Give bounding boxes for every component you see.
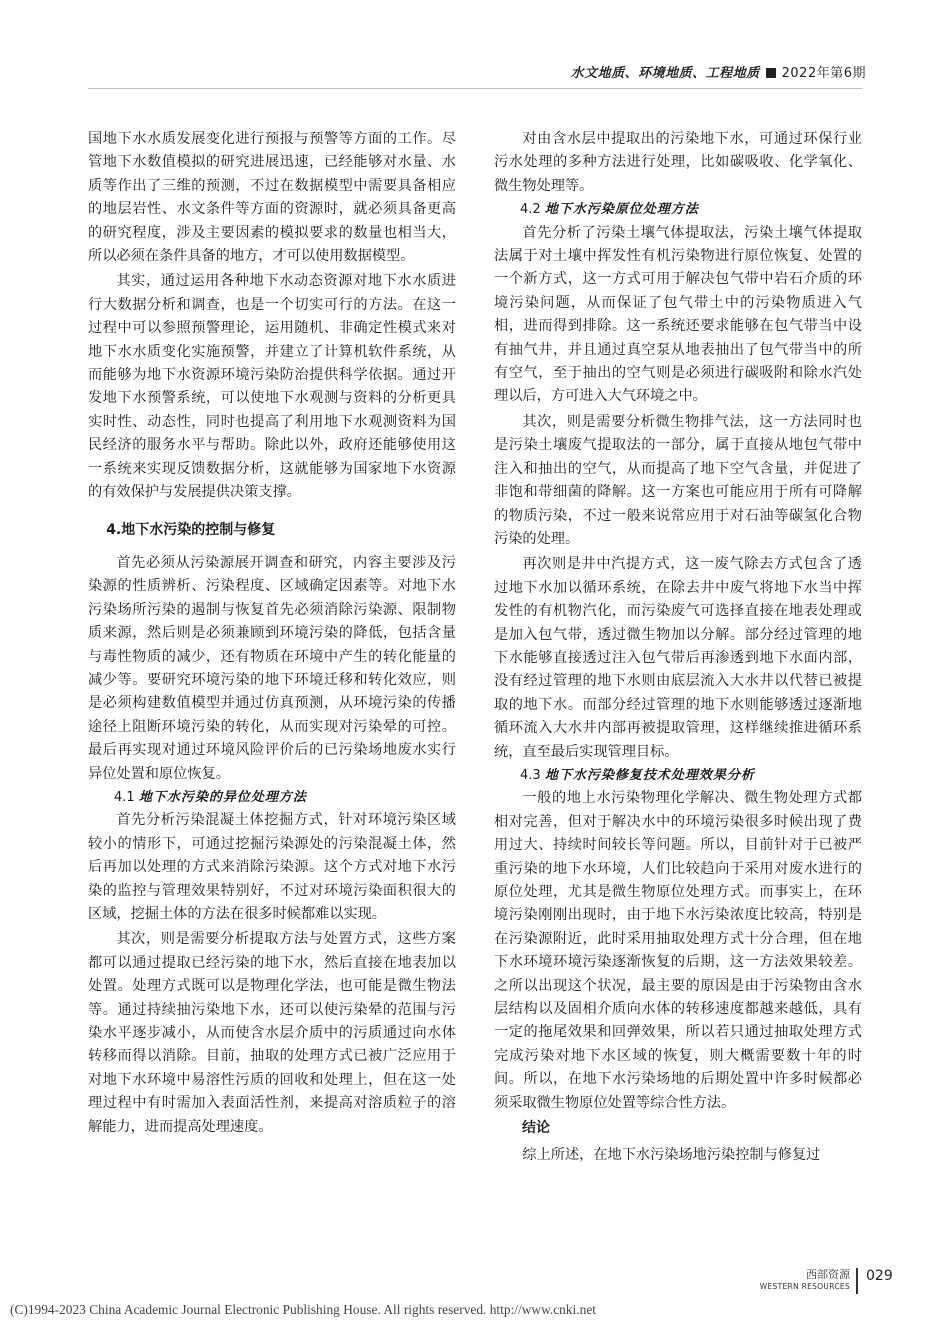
brand-chinese: 西部资源 [806, 1268, 850, 1281]
paragraph: 综上所述，在地下水污染场地污染控制与修复过 [522, 1147, 821, 1164]
paragraph: 一般的地上水污染物理化学解决、微生物处理方式都相对完善，但对于解决水中的环境污染很多时候出现了费用过大、持续时间较长等问题。所以，目前针对于已被严重污染的地下水环境，人们比较趋向于采用对废水进行的原位处理，尤其是微生物原位处理方式。而事实上，在环境污染刚刚出现时，由于地下水污染浓度比较高，特别是在污染源附近，此时采用抽取处理方式十分合理，但在地下水环境环境污染逐渐恢复的后期，这一方法效果较差。之所以出现这个状况，最主要的原因是由于污染物由含水层结构以及固相介质向水体的转移速度都越来越低，具有一定的拖尾效果和回弹效果，所以若只通过抽取处理方式完成污染对地下水区域的恢复，则大概需要数十年的时间。所以，在地下水污染场地的后期处置中许多时候都必须采取微生物原位处置等综合性方法。 [494, 790, 862, 1111]
paragraph: 其次，则是需要分析微生物排气法，这一方法同时也是污染土壤废气提取法的一部分，属于直接从地包气带中注入和抽出的空气，从而提高了地下空气含量，并促进了非饱和带细菌的降解。这一方案也可能应用于所有可降解的物质污染，不过一般来说常应用于对石油等碳氢化合物污染的处理。 [494, 413, 862, 547]
conclusion-heading: 结论 [522, 1120, 550, 1137]
footer-brand [760, 1266, 850, 1291]
subsection-number: 4.2 [520, 202, 541, 218]
subsection-heading-4-3 [494, 764, 862, 787]
subsection-number: 4.3 [520, 767, 541, 783]
running-header [571, 62, 866, 81]
section-heading-4: 4.地下水污染的控制与修复 [106, 521, 276, 538]
brand-english: WESTERN RESOURCES [759, 1282, 850, 1291]
subsection-title: 地下水污染修复技术处理效果分析 [544, 767, 755, 783]
paragraph: 其实，通过运用各种地下水动态资源对地下水水质进行大数据分析和调查，也是一个切实可行的方法。在这一过程中可以参照预警理论，运用随机、非确定性模式来对地下水水质变化实施预警，并建立了计算机软件系统，从而能够为地下水资源环境污染防治提供科学依据。通过开发地下水预警系统，可以使地下水观测与资料的分析更具实时性、动态性，同时也提高了利用地下水观测资料为国民经济的服务水平与帮助。除此以外，政府还能够使用这一系统来实现反馈数据分析，这就能够为国家地下水资源的有效保护与发展提供决策支撑。 [88, 273, 456, 501]
subsection-title: 地下水污染的异位处理方法 [138, 789, 307, 805]
subsection-number: 4.1 [114, 789, 135, 805]
paragraph: 首先必须从污染源展开调查和研究，内容主要涉及污染源的性质辨析、污染程度、区域确定因素等。对地下水污染场所污染的遏制与恢复首先必须消除污染源、限制物质来源，然后则是必须兼顾到环境污染的降低，包括含量与毒性物质的减少，还有物质在环境中产生的转化能量的减少等。要研究环境污染的地下环境迁移和转化效应，则是必须构建数值模型并通过仿真预测，从环境污染的传播途径上阻断环境污染的转化，从而实现对污染晕的可控。最后再实现对通过环境风险评价后的已污染场地废水实行异位处置和原位恢复。 [88, 554, 456, 782]
square-bullet-icon [766, 68, 776, 78]
paragraph: 对由含水层中提取出的污染地下水，可通过环保行业污水处理的多种方法进行处理，比如碳吸收、化学氧化、微生物处理等。 [494, 131, 862, 194]
subsection-title: 地下水污染原位处理方法 [544, 202, 699, 218]
copyright-line: (C)1994-2023 China Academic Journal Electronic Publishing House. All rights reserved. http://www.cnki.net [10, 1302, 596, 1317]
subsection-heading-4-1 [88, 786, 456, 809]
footer-divider [856, 1268, 858, 1294]
subsection-heading-4-2 [494, 198, 862, 221]
journal-name: 水文地质、环境地质、工程地质 [570, 66, 760, 81]
header-rule [88, 88, 862, 89]
paragraph: 首先分析污染混凝土体挖掘方式，针对环境污染区域较小的情形下，可通过挖掘污染源处的污染混凝土体，然后再加以处理的方式来消除污染源。这个方式对地下水污染的监控与管理效果特别好，不过对环境污染面积很大的区域，挖掘土体的方法在很多时候都难以实现。 [88, 812, 456, 922]
page-number: 029 [866, 1268, 893, 1284]
paragraph: 再次则是井中汽提方式，这一废气除去方式包含了透过地下水加以循环系统，在除去井中废气将地下水当中挥发性的有机物汽化，而污染废气可选择直接在地表处理或是加入包气带，透过微生物加以分解。部分经过管理的地下水能够直接透过注入包气带后再渗透到地下水面内部，没有经过管理的地下水则由底层流入大水井以代替已被提取的地下水。而部分经过管理的地下水则能够透过逐渐地循环流入大水井内部再被提取管理，这样继续推进循环系统，直至最后实现管理目标。 [494, 556, 862, 760]
paragraph: 首先分析了污染土壤气体提取法，污染土壤气体提取法属于对土壤中挥发性有机污染物进行原位恢复、处置的一个新方式，这一方式可用于解决包气带中岩石介质的环境污染问题，从而保证了包气带土中的污染物质进入气相，进而得到排除。这一系统还要求能够在包气带当中设有抽气井，并且通过真空泵从地表抽出了包气带当中的所有空气，至于抽出的空气则是必须进行碳吸附和除水汽处理以后，方可进入大气环境之中。 [494, 224, 862, 405]
paragraph: 其次，则是需要分析提取方法与处置方式，这些方案都可以通过提取已经污染的地下水，然后直接在地表加以处置。处理方式既可以是物理化学法，也可能是微生物法等。通过持续抽污染地下水，还可以使污染晕的范围与污染水平逐步减小，从而使含水层介质中的污质通过向水体转移而得以消除。目前，抽取的处理方式已被广泛应用于对地下水环境中易溶性污质的回收和处理上，但在这一处理过程中有时需加入表面活性剂，来提高对溶质粒子的溶解能力，进而提高处理速度。 [88, 931, 456, 1135]
right-column [494, 128, 862, 1168]
issue-label: 2022年第6期 [781, 66, 866, 81]
left-column [88, 128, 456, 1139]
paragraph: 国地下水水质发展变化进行预报与预警等方面的工作。尽管地下水数值模拟的研究进展迅速，已经能够对水量、水质等作出了三维的预测，不过在数据模型中需要具备相应的地层岩性、水文条件等方面的资源时，就必须具备更高的研究程度，涉及主要因素的模拟要求的数量也相当大，所以必须在条件具备的地方，才可以使用数据模型。 [88, 131, 456, 265]
